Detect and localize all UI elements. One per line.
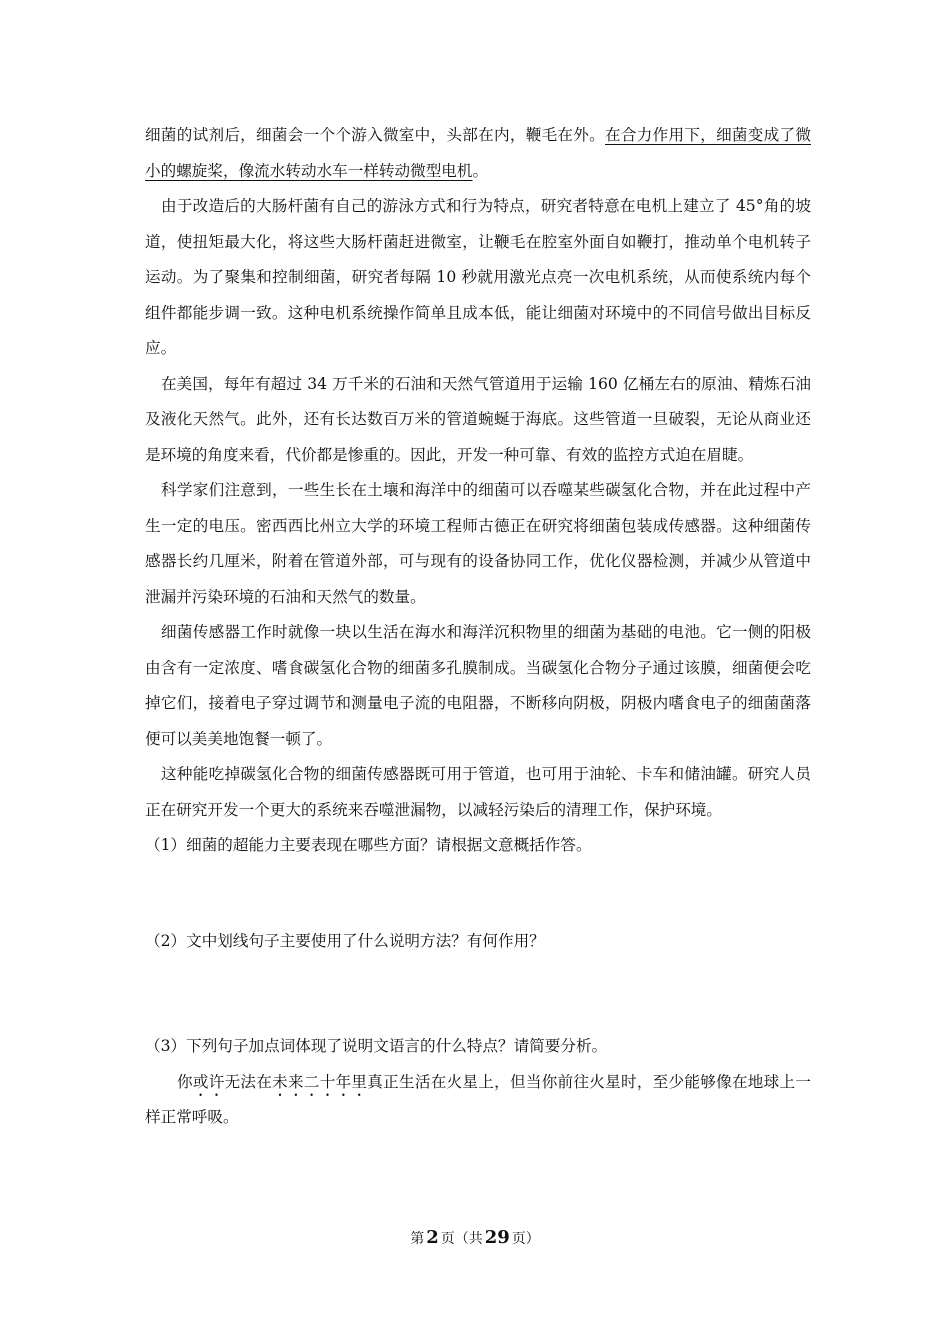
sentence-part-a: 你 — [177, 1072, 193, 1091]
dotted-word-huoxu: 或许 — [192, 1072, 225, 1091]
paragraph-5: 这种能吃掉碳氢化合物的细菌传感器既可用于管道，也可用于油轮、卡车和储油罐。研究人员正在研究开发一个更大的系统来吞噬泄漏物，以减轻污染后的清理工作，保护环境。 — [145, 765, 811, 819]
paragraph-3: 科学家们注意到，一些生长在土壤和海洋中的细菌可以吞噬某些碳氢化合物，并在此过程中产生一定的电压。密西西比州立大学的环境工程师古德正在研究将细菌包装成传感器。这种细菌传感器长约几厘米，附着在管道外部，可与现有的设备协同工作，优化仪器检测，并减少从管道中泄漏并污染环境的石油和天然气的数量。 — [145, 481, 811, 606]
footer-suffix: 页） — [511, 1231, 540, 1247]
paragraph-1: 由于改造后的大肠杆菌有自己的游泳方式和行为特点，研究者特意在电机上建立了 45°角的坡道，使扭矩最大化，将这些大肠杆菌赶进微室，让鞭毛在腔室外面自如鞭打，推动单个电机转子运动。为了聚集和控制细菌，研究者每隔 10 秒就用激光点亮一次电机系统，从而使系统内每个组件都能步调一致。这种电机系统操作简单且成本低，能让细菌对环境中的不同信号做出目标反应。 — [145, 197, 811, 357]
paragraph-2: 在美国，每年有超过 34 万千米的石油和天然气管道用于运输 160 亿桶左右的原油、精炼石油及液化天然气。此外，还有长达数百万米的管道蜿蜒于海底。这些管道一旦破裂，无论从商业还是环境的角度来看，代价都是惨重的。因此，开发一种可靠、有效的监控方式迫在眉睫。 — [145, 374, 811, 464]
underlined-sentence: 在合力作用下，细菌变成了微小的螺旋桨，像流水转动水车一样转动微型电机 — [145, 126, 811, 180]
paragraph-0-text: 细菌的试剂后，细菌会一个个游入微室中，头部在内，鞭毛在外。 — [145, 126, 606, 144]
footer-prefix: 第 — [410, 1231, 425, 1247]
sentence-part-e: 真正生活在火星上，但当你前往火星时，至少能够像在地球上一样正常呼吸。 — [145, 1072, 811, 1126]
question-1: （1）细菌的超能力主要表现在哪些方面？请根据文意概括作答。 — [145, 836, 592, 854]
answer-space-1 — [145, 864, 811, 924]
article-body — [145, 118, 811, 1136]
paragraph-0-end: 。 — [472, 161, 489, 180]
total-pages: 29 — [484, 1227, 510, 1248]
question-3-sentence — [145, 1065, 811, 1136]
sentence-part-c: 无法在 — [224, 1072, 273, 1091]
footer-middle: 页（共 — [440, 1231, 483, 1247]
answer-space-2 — [145, 959, 811, 1029]
question-2: （2）文中划线句子主要使用了什么说明方法？有何作用？ — [145, 931, 545, 950]
question-3: （3）下列句子加点词体现了说明文语言的什么特点？请简要分析。 — [145, 1037, 608, 1055]
page-number: 2 — [426, 1227, 439, 1248]
paragraph-4: 细菌传感器工作时就像一块以生活在海水和海洋沉积物里的细菌为基础的电池。它一侧的阳极由含有一定浓度、嗜食碳氢化合物的细菌多孔膜制成。当碳氢化合物分子通过该膜，细菌便会吃掉它们，接着电子穿过调节和测量电子流的电阻器，不断移向阴极，阴极内嗜食电子的细菌菌落便可以美美地饱餐一顿了。 — [145, 623, 811, 748]
paragraph-0 — [145, 118, 811, 189]
page-footer — [0, 1224, 950, 1253]
dotted-word-weilai: 未来二十年里 — [272, 1072, 368, 1091]
